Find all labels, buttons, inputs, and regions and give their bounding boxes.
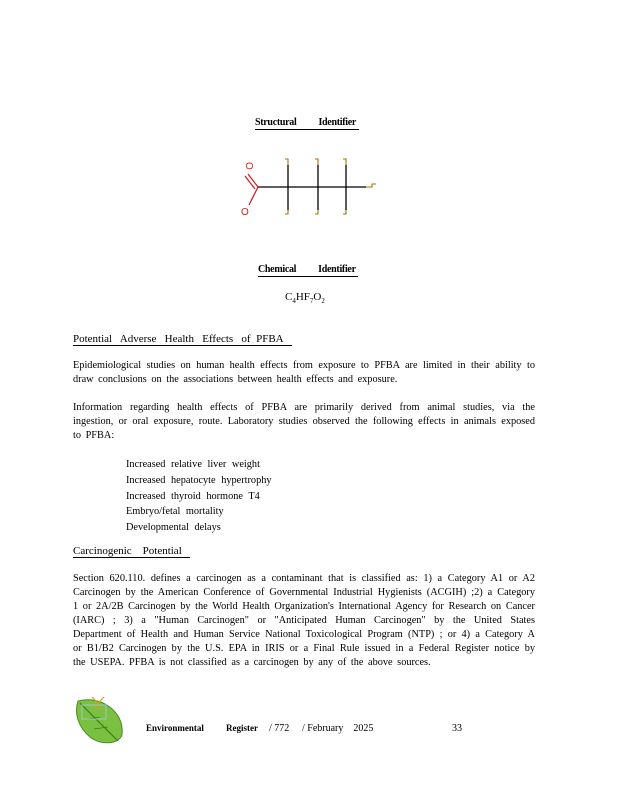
chemical-formula: [285, 291, 325, 305]
effects-list: [109, 457, 369, 536]
list-item-text: Increased thyroid hormone T4: [126, 490, 260, 502]
epidemiology-paragraph: Epidemiological studies on human health effects from exposure to PFBA are limited in their ability to draw conclusions on the associations between health effects and exposure.: [73, 360, 535, 385]
list-item-text: Increased hepatocyte hypertrophy: [126, 474, 272, 486]
list-item-text: Developmental delays: [126, 522, 221, 534]
bullet-icon: [109, 489, 126, 505]
list-item-text: Embryo/fetal mortality: [126, 506, 224, 518]
caption-left: Structural: [255, 117, 297, 128]
oxygen-double-label: O: [243, 162, 254, 170]
pfba-structure-diagram: [230, 150, 380, 222]
footer-title-register: Register: [226, 723, 258, 733]
list-item-text: Increased relative liver weight: [126, 459, 260, 470]
bullet-icon: [109, 504, 126, 520]
list-item: [109, 504, 369, 520]
bullet-icon: [109, 473, 126, 489]
formula-c-sub: 4: [292, 297, 296, 306]
list-item: [109, 457, 369, 473]
leaf-logo-icon: [70, 693, 130, 748]
formula-hf: HF: [295, 291, 310, 303]
carcinogenic-heading: Carcinogenic Potential: [73, 545, 190, 558]
footer-date: / February 2025: [302, 723, 374, 734]
bullet-icon: [109, 520, 126, 536]
bullet-icon: [109, 457, 126, 473]
caption-left: Chemical: [258, 264, 297, 275]
formula-o-sub: 2: [321, 297, 325, 306]
structural-identifier-caption: [255, 117, 359, 130]
formula-o: O: [313, 291, 322, 303]
page-number: 33: [452, 723, 462, 734]
caption-right: Identifier: [318, 264, 356, 275]
chemical-identifier-caption: [258, 264, 358, 277]
page-footer: [146, 723, 496, 734]
carbon-chain: [258, 165, 366, 210]
adverse-effects-heading: Potential Adverse Health Effects of PFBA: [73, 333, 292, 346]
carboxyl-bonds: [245, 174, 258, 205]
list-item: [109, 520, 369, 536]
caption-right: Identifier: [318, 117, 357, 128]
formula-c: C: [285, 291, 293, 303]
animal-studies-paragraph: Information regarding health effects of PFBA are primarily derived from animal studies, via the ingestion, or oral exposure, route. Laboratory studies observed the following effects in animals exposed to PFBA:: [73, 402, 535, 441]
footer-issue: / 772: [269, 723, 290, 734]
oxygen-single-label: O: [241, 207, 249, 218]
formula-hf-sub: 7: [309, 297, 314, 306]
carcinogen-paragraph: Section 620.110. defines a carcinogen as a contaminant that is classified as: 1) a Category A1 or A2 Carcinogen by the American Conference of Governmental Industrial Hygienists (ACGIH) ;2) a Category 1 or 2A/2B Carcinogen by the World Health Organization's International Agency for Research on Cancer (IARC) ; 3) a "Human Carcinogen" or "Anticipated Human Carcinogen" by the United States Department of Health and Human Service National Toxicological Program (NTP) ; or 4) a Category A or B1/B2 Carcinogen by the U.S. EPA in IRIS or a Final Rule issued in a Federal Register notice by the USEPA. PFBA is not classified as a carcinogen by any of the above sources.: [73, 573, 535, 668]
footer-title-environmental: Environmental: [146, 723, 204, 733]
list-item: [109, 473, 369, 489]
list-item: [109, 489, 369, 505]
